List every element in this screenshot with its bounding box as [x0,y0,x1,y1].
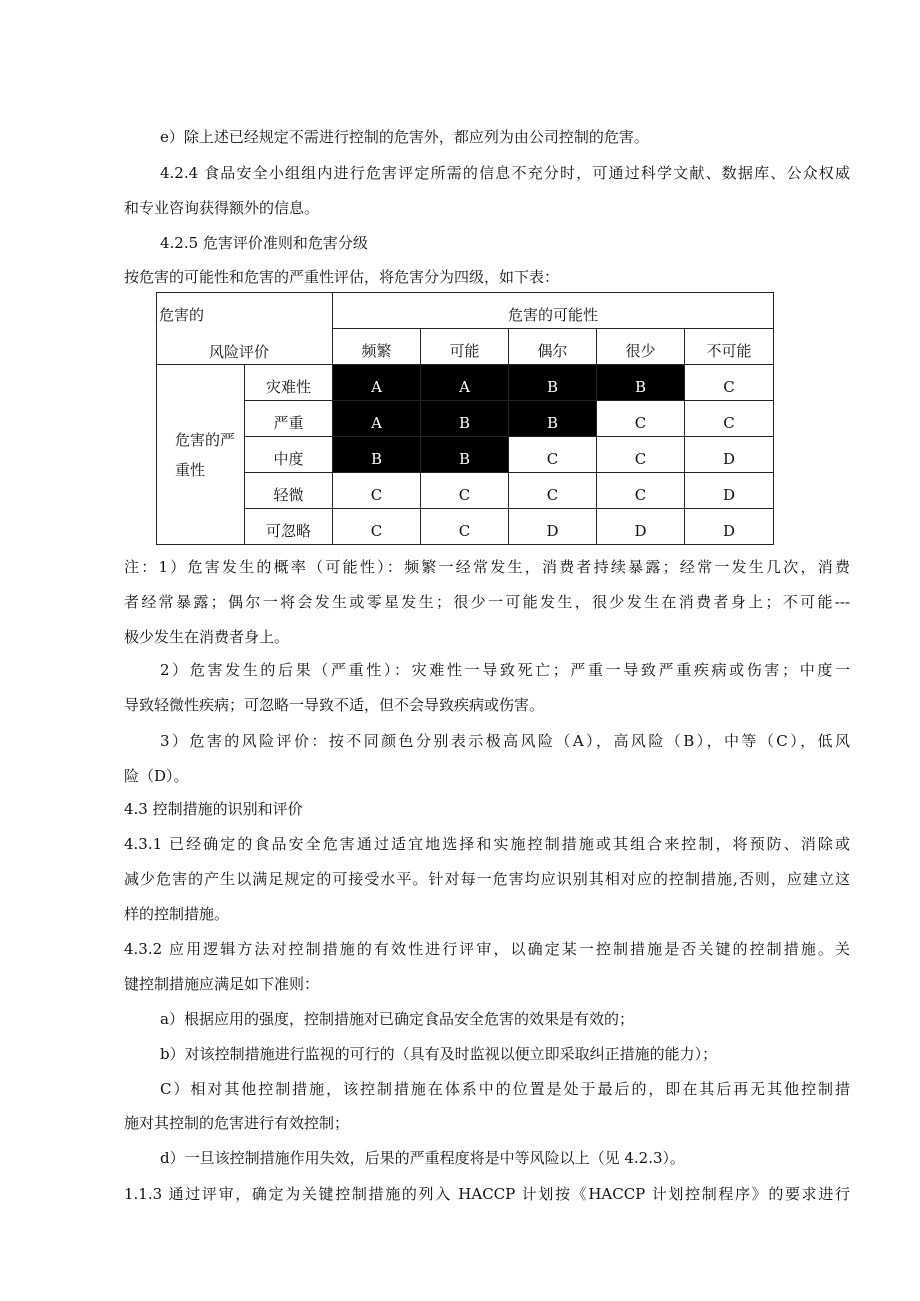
criterion-b: b）对该控制措施进行监视的可行的（具有及时监视以便立即采取纠正措施的能力）； [160,1045,718,1063]
section-4-3-1-line1: 4.3.1 已经确定的食品安全危害通过适宜地选择和实施控制措施或其组合来控制，将预防、消除或 [124,835,850,853]
risk-cell: D [509,509,597,545]
risk-cell: B [509,365,597,401]
table-corner-cell [157,293,333,365]
risk-cell: D [685,437,774,473]
likelihood-header: 危害的可能性 [333,293,774,329]
note-1-line3: 极少发生在消费者身上。 [124,628,290,646]
severity-moderate: 中度 [245,437,333,473]
paragraph-4-2-4-line2: 和专业咨询获得额外的信息。 [124,199,320,217]
risk-cell: B [421,401,509,437]
risk-cell: B [421,437,509,473]
corner-label-top: 危害的 [159,306,205,324]
severity-minor: 轻微 [245,473,333,509]
risk-cell: C [421,509,509,545]
risk-cell: C [597,437,685,473]
section-4-3-2-line2: 键控制措施应满足如下准则： [124,975,320,993]
risk-cell: A [333,401,421,437]
severity-serious: 严重 [245,401,333,437]
criterion-a: a）根据应用的强度，控制措施对已确定食品安全危害的效果是有效的； [160,1010,634,1028]
risk-cell: C [685,365,774,401]
likelihood-possible: 可能 [421,329,509,365]
risk-cell: C [509,473,597,509]
note-3-line1: 3）危害的风险评价：按不同颜色分别表示极高风险（A），高风险（B），中等（C），低风 [160,732,850,750]
hazard-risk-table [156,292,774,545]
risk-cell: A [421,365,509,401]
severity-label-cell [157,365,245,545]
corner-label-bottom: 风险评价 [209,343,270,361]
risk-cell: C [509,437,597,473]
paragraph-4-2-4-line1: 4.2.4 食品安全小组组内进行危害评定所需的信息不充分时，可通过科学文献、数据库、公众权威 [160,164,850,182]
section-4-3-2-line1: 4.3.2 应用逻辑方法对控制措施的有效性进行评审，以确定某一控制措施是否关键的控制措施。关 [124,940,850,958]
severity-catastrophic: 灾难性 [245,365,333,401]
section-1-1-3: 1.1.3 通过评审，确定为关键控制措施的列入 HACCP 计划按《HACCP 计划控制程序》的要求进行 [124,1185,850,1203]
risk-cell: C [597,401,685,437]
risk-cell: D [685,509,774,545]
risk-cell: C [597,473,685,509]
paragraph-e: e）除上述已经规定不需进行控制的危害外，都应列为由公司控制的危害。 [160,128,649,146]
paragraph-table-intro: 按危害的可能性和危害的严重性评估，将危害分为四级，如下表： [124,268,560,286]
risk-cell: D [597,509,685,545]
note-2-line2: 导致轻微性疾病；可忽略一导致不适，但不会导致疾病或伤害。 [124,696,545,714]
section-4-3-heading: 4.3 控制措施的识别和评价 [124,800,303,818]
note-1-line2: 者经常暴露；偶尔一将会发生或零星发生；很少一可能发生，很少发生在消费者身上；不可能--- [124,593,850,611]
likelihood-occasional: 偶尔 [509,329,597,365]
risk-cell: B [333,437,421,473]
paragraph-4-2-5-heading: 4.2.5 危害评价准则和危害分级 [160,234,368,252]
risk-cell: C [685,401,774,437]
note-1-line1: 注：1）危害发生的概率（可能性）：频繁一经常发生，消费者持续暴露；经常一发生几次，消费 [124,558,850,576]
risk-cell: C [421,473,509,509]
section-4-3-1-line3: 样的控制措施。 [124,905,230,923]
severity-label-line1: 危害的严 [175,430,236,449]
likelihood-frequent: 频繁 [333,329,421,365]
likelihood-impossible: 不可能 [685,329,774,365]
criterion-c-line2: 施对其控制的危害进行有效控制； [124,1114,350,1132]
likelihood-rare: 很少 [597,329,685,365]
risk-cell: B [597,365,685,401]
section-4-3-1-line2: 减少危害的产生以满足规定的可接受水平。针对每一危害均应识别其相对应的控制措施,否则，应建立这 [124,870,850,888]
risk-cell: B [509,401,597,437]
note-2-line1: 2）危害发生的后果（严重性）：灾难性一导致死亡；严重一导致严重疾病或伤害；中度一 [160,661,850,679]
severity-label-line2: 重性 [175,460,206,479]
severity-negligible: 可忽略 [245,509,333,545]
criterion-c-line1: C）相对其他控制措施，该控制措施在体系中的位置是处于最后的，即在其后再无其他控制措 [160,1080,850,1098]
risk-cell: A [333,365,421,401]
criterion-d: d）一旦该控制措施作用失效，后果的严重程度将是中等风险以上（见 4.2.3）。 [160,1149,686,1167]
risk-cell: D [685,473,774,509]
note-3-line2: 险（D）。 [124,767,189,785]
risk-cell: C [333,509,421,545]
risk-cell: C [333,473,421,509]
